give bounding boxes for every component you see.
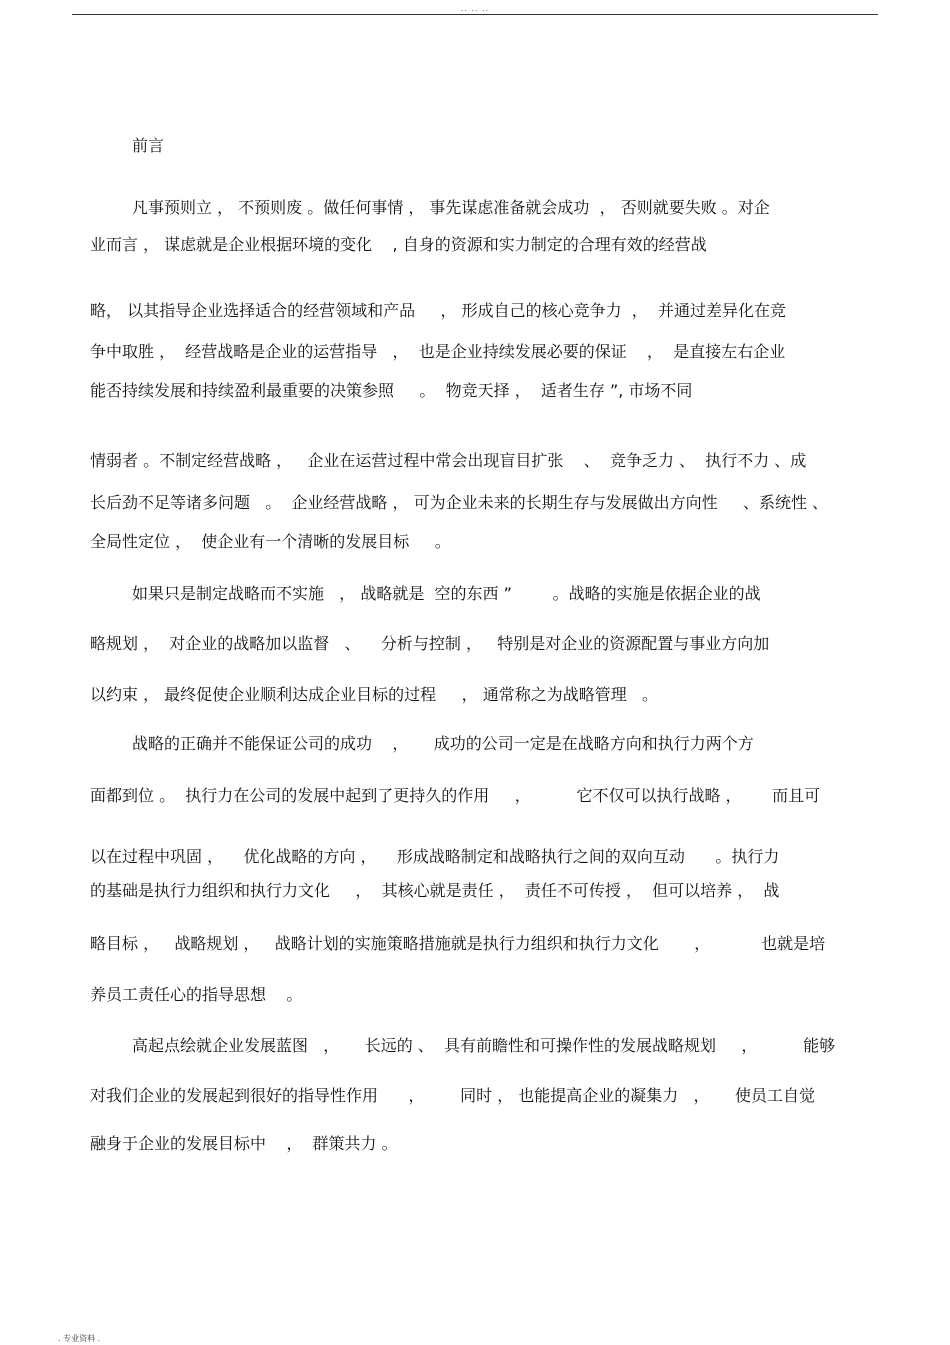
header-marks: .. .. .. xyxy=(460,4,490,13)
paragraph-line: 养员工责任心的指导思想 。 xyxy=(90,985,303,1004)
paragraph-line: 如果只是制定战略而不实施 ， 战略就是 空的东西 ” 。战略的实施是依据企业的战 xyxy=(132,584,761,603)
paragraph-line: 以在过程中巩固 ， 优化战略的方向 ， 形成战略制定和战略执行之间的双向互动 。执行力 xyxy=(90,847,780,866)
paragraph-line: 以约束 ， 最终促使企业顺利达成企业目标的过程 ， 通常称之为战略管理 。 xyxy=(90,685,658,704)
paragraph-line: 能否持续发展和持续盈利最重要的决策参照 。 物竞天择 ， 适者生存 ”, 市场不同 xyxy=(90,381,693,400)
paragraph-line: 长后劲不足等诸多问题 。 企业经营战略 ， 可为企业未来的长期生存与发展做出方向性 、系统性 、 xyxy=(90,493,829,512)
paragraph-line: 凡事预则立 ， 不预则废 。做任何事情 ， 事先谋虑准备就会成功 ， 否则就要失败 。对企 xyxy=(132,198,770,217)
paragraph-line: 高起点绘就企业发展蓝图 ， 长远的 、 具有前瞻性和可操作性的发展战略规划 ， 能够 xyxy=(132,1036,836,1055)
paragraph-line: 全局性定位 ， 使企业有一个清晰的发展目标 。 xyxy=(90,532,451,551)
paragraph-line: 的基础是执行力组织和执行力文化 ， 其核心就是责任 ， 责任不可传授 ， 但可以培养 ， 战 xyxy=(90,881,780,900)
paragraph-line: 情弱者 。不制定经营战略 ， 企业在运营过程中常会出现盲目扩张 、 竞争乏力 、 执行不力 、成 xyxy=(90,451,807,470)
paragraph-line: 战略的正确并不能保证公司的成功 ， 成功的公司一定是在战略方向和执行力两个方 xyxy=(132,734,754,753)
header-rule xyxy=(72,14,878,15)
footer-label: . 专业资料 . xyxy=(58,1334,101,1343)
paragraph-line: 面都到位 。 执行力在公司的发展中起到了更持久的作用 ， 它不仅可以执行战略 ， 而且可 xyxy=(90,786,821,805)
paragraph-line: 略目标 ， 战略规划 ， 战略计划的实施策略措施就是执行力组织和执行力文化 ， 也就是培 xyxy=(90,934,826,953)
paragraph-line: 业而言 ， 谋虑就是企业根据环境的变化 , 自身的资源和实力制定的合理有效的经营战 xyxy=(90,235,707,254)
paragraph-line: 对我们企业的发展起到很好的指导性作用 ， 同时 ， 也能提高企业的凝集力 ， 使员工自觉 xyxy=(90,1086,815,1105)
paragraph-line: 争中取胜 ， 经营战略是企业的运营指导 ， 也是企业持续发展必要的保证 ， 是直接左右企业 xyxy=(90,342,786,361)
paragraph-line: 略， 以其指导企业选择适合的经营领域和产品 ， 形成自己的核心竞争力 ， 并通过差异化在竞 xyxy=(90,301,786,320)
paragraph-line: 融身于企业的发展目标中 ， 群策共力 。 xyxy=(90,1134,398,1153)
paragraph-line: 略规划 ， 对企业的战略加以监督 、 分析与控制 ， 特别是对企业的资源配置与事业方向加 xyxy=(90,634,770,653)
section-title: 前言 xyxy=(132,136,165,155)
